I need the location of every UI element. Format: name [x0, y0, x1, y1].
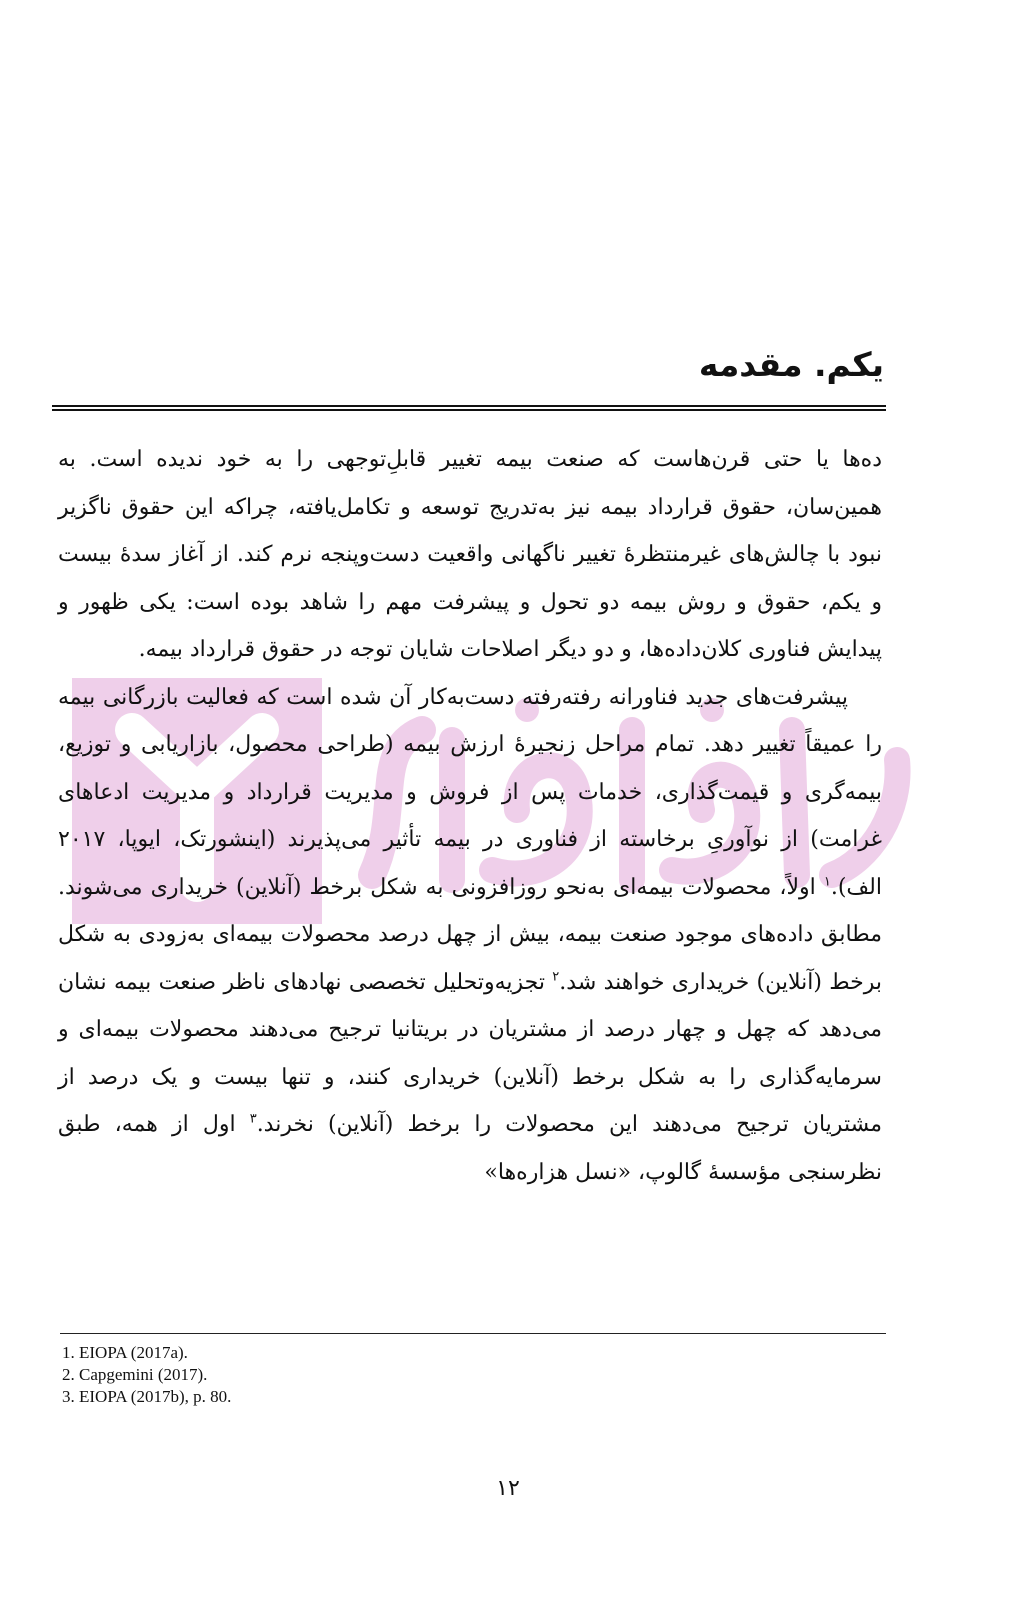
- heading-double-rule: [52, 405, 886, 411]
- paragraph-2-text-c: تجزیه‌وتحلیل تخصصی نهادهای ناظر صنعت بیمه نشان می‌دهد که چهل و چهار درصد از مشتریان در بریتانیا ترجیح می‌دهند محصولات بیمه‌ای و سرمایه‌گذاری را به شکل برخط (آنلاین) خریداری کنند، و تنها بیست و یک درصد از مشتریان ترجیح می‌دهند این محصولات را برخط (آنلاین) نخرند.: [58, 969, 882, 1137]
- footnote-ref-1[interactable]: ۱: [823, 874, 831, 890]
- footnote-ref-2[interactable]: ۲: [552, 969, 560, 985]
- paragraph-2-text-a: پیشرفت‌های جدید فناورانه رفته‌رفته دست‌به‌کار آن شده است که فعالیت بازرگانی بیمه را عمیقاً تغییر دهد. تمام مراحل زنجیرۀ ارزش بیمه (طراحی محصول، بازاریابی و توزیع، بیمه‌گری و قیمت‌گذاری، خدمات پس از فروش و مدیریت قرارداد و مدیریت ادعاهای غرامت) از نوآوریِ برخاسته از فناوری در بیمه تأثیر می‌پذیرند (اینشورتک، ایوپا، ۲۰۱۷ الف).: [58, 684, 882, 900]
- paragraph-1-text: ده‌ها یا حتی قرن‌هاست که صنعت بیمه تغییر قابلِ‌توجهی را به خود ندیده است. به همین‌سان، حقوق قرارداد بیمه نیز به‌تدریج توسعه و تکامل‌یافته، چراکه این حقوق ناگزیر نبود با چالش‌های غیرمنتظرۀ تغییر ناگهانی واقعیت دست‌وپنجه نرم کند. از آغاز سدۀ بیست و یکم، حقوق و روش بیمه دو تحول و پیشرفت مهم را شاهد بوده است: یکی ظهور و پیدایش فناوری کلان‌داده‌ها، و دو دیگر اصلاحات شایان توجه در حقوق قرارداد بیمه.: [58, 447, 882, 662]
- paragraph-1: [58, 436, 882, 674]
- footnote-1: 1. EIOPA (2017a).: [62, 1343, 188, 1362]
- body-text: [58, 436, 882, 1196]
- footnote-3: 3. EIOPA (2017b), p. 80.: [62, 1387, 232, 1406]
- footnote-ref-3[interactable]: ۳: [249, 1111, 257, 1127]
- page-number: ۱۲: [496, 1476, 520, 1501]
- paragraph-2-text-b: اولاً، محصولات بیمه‌ای به‌نحو روزافزونی به شکل برخط (آنلاین) خریداری می‌شوند. مطابق داده‌های موجود صنعت بیمه، بیش از چهل درصد محصولات بیمه‌ای به‌زودی به شکل برخط (آنلاین) خریداری خواهند شد.: [58, 874, 882, 995]
- footnote-separator: [60, 1333, 886, 1334]
- paragraph-2: [58, 674, 882, 1197]
- footnotes: [62, 1342, 662, 1408]
- section-heading: یکم. مقدمه: [698, 345, 884, 384]
- footnote-2: 2. Capgemini (2017).: [62, 1365, 208, 1384]
- paragraph-2-text-d: اول از همه، طبق نظرسنجی مؤسسۀ گالوپ، «نسل هزاره‌ها»: [58, 1112, 882, 1185]
